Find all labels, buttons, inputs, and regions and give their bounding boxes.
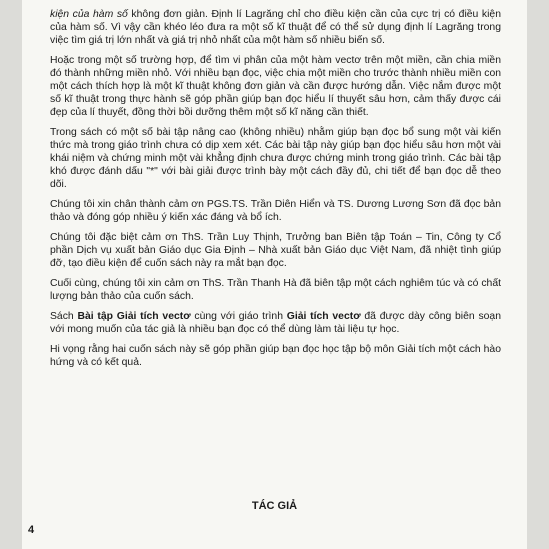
text-segment: Hi vọng rằng hai cuốn sách này sẽ góp phần giúp bạn đọc học tập bộ môn Giải tích một cách hào hứng và có kết quả. [50, 344, 501, 368]
page-number: 4 [28, 524, 35, 536]
text-segment: Hoặc trong một số trường hợp, để tìm vi phân của một hàm vectơ trên một miền, cần chia miền đó thành những miền nhỏ. Với nhiều bạn đọc, việc chia một miền cho trước thành nhiều miền con một cách thích hợp là một kĩ thuật không đơn giản và cần được hướng dẫn. Việc nắm được một số kĩ thuật trong thực hành sẽ góp phần giúp bạn đọc hiểu lí thuyết sâu hơn, cảm thấy được cái đẹp của lí thuyết, đồng thời bồi dưỡng thêm một số kĩ năng cần thiết. [50, 55, 501, 118]
book-title-text: Giải tích vectơ [286, 311, 361, 322]
paragraph [50, 277, 501, 303]
page-body [50, 8, 501, 369]
text-segment: không đơn giản. Định lí Lagrăng chỉ cho điều kiện cần của cực trị có điều kiện của hàm số. Vì vậy cần khéo léo đưa ra một số kĩ thuật để có thể sử dụng định lí Lagrăng trong việc tìm giá trị lớn nhất và giá trị nhỏ nhất của một hàm số nhiều biến số. [50, 9, 501, 46]
author-signature: TÁC GIẢ [251, 500, 298, 512]
text-segment: Chúng tôi xin chân thành cảm ơn PGS.TS. Trần Diên Hiển và TS. Dương Lương Sơn đã đọc bản thảo và đóng góp nhiều ý kiến xác đáng và bổ ích. [50, 199, 501, 223]
paragraph [50, 343, 501, 369]
paragraph [50, 8, 501, 47]
book-title-text: Bài tập Giải tích vectơ [77, 311, 191, 322]
text-segment: Cuối cùng, chúng tôi xin cảm ơn ThS. Trần Thanh Hà đã biên tập một cách nghiêm túc và có chất lượng bản thảo của cuốn sách. [50, 278, 501, 302]
book-page [22, 0, 527, 549]
paragraph [50, 198, 501, 224]
text-segment: Trong sách có một số bài tập nâng cao (không nhiều) nhằm giúp bạn đọc bổ sung một vài kiến thức mà trong giáo trình chưa có dịp xem xét. Các bài tập này giúp bạn đọc hiểu sâu hơn một vài khái niệm và chứng minh một vài khẳng định chưa được chứng minh trong giáo trình. Các bài tập khó được đánh dấu "*" với bài giải được trình bày một cách đầy đủ, chi tiết để bạn đọc dễ theo dõi. [50, 127, 501, 190]
paragraph [50, 310, 501, 336]
text-segment: Chúng tôi đặc biệt cảm ơn ThS. Trần Luy Thịnh, Trưởng ban Biên tập Toán – Tin, Công ty Cổ phần Dịch vụ xuất bản Giáo dục Gia Định – Nhà xuất bản Giáo dục Việt Nam, đã nhiệt tình giúp đỡ, tạo điều kiện để cuốn sách này ra mắt bạn đọc. [50, 232, 501, 269]
text-segment: cùng với giáo trình [190, 311, 287, 322]
text-segment: đã được dày công biên soạn với mong muốn của tác giả là nhiều bạn đọc có thể dùng làm tài liệu tự học. [50, 311, 501, 335]
paragraph [50, 231, 501, 270]
paragraph [50, 54, 501, 119]
text-segment: Sách [50, 311, 78, 322]
paragraph [50, 126, 501, 191]
italic-text: kiện của hàm số [50, 9, 128, 20]
